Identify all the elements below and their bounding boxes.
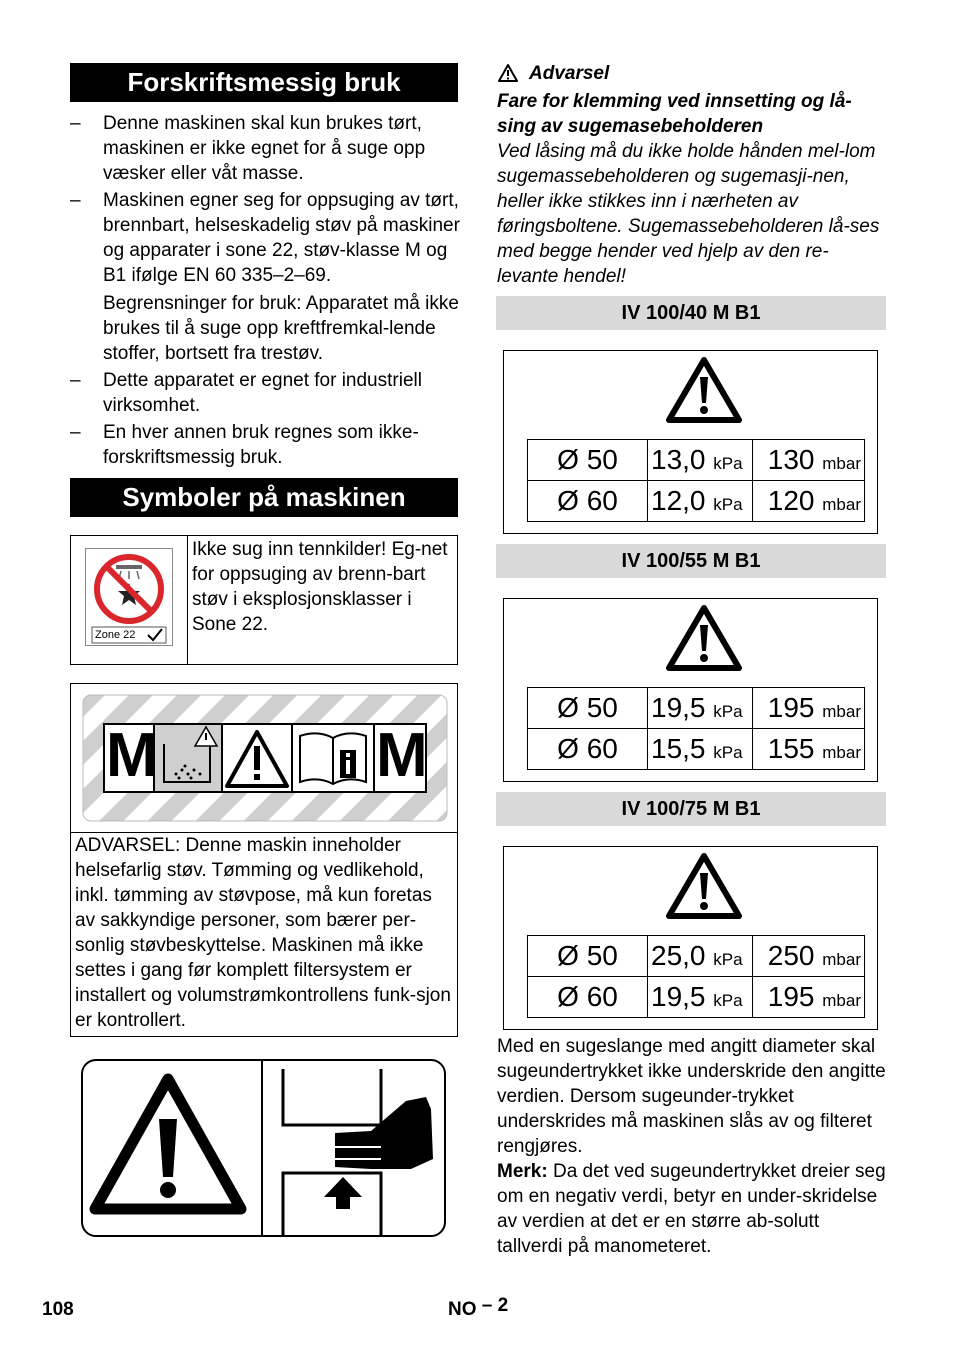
warning-heading: Fare for klemming ved innsetting og lå-sing av sugemasebeholderen (497, 91, 852, 137)
warning-triangle-icon (664, 851, 744, 921)
pressure-box (503, 350, 878, 534)
list-item-text: Denne maskinen skal kun brukes tørt, maskinen er ikke egnet for å suge opp væsker eller våt masse. (103, 113, 426, 184)
diameter-cell: Ø 50 (528, 440, 648, 481)
kpa-cell: 13,0 kPa (648, 440, 753, 481)
kpa-cell: 12,0 kPa (648, 481, 753, 522)
table-row (528, 936, 865, 977)
warning-title: Advarsel (529, 63, 610, 84)
note-label: Merk: (497, 1161, 548, 1182)
section-heading-forskriftsmessig: Forskriftsmessig bruk (70, 63, 458, 102)
class-m-letter-left: M (106, 721, 158, 790)
info-paragraph: Med en sugeslange med angitt diameter skal sugeundertrykket ikke underskride den angitte verdien. Dersom sugeunder-trykket underskrides må maskinen slås av og filteret rengjøres. (497, 1036, 886, 1157)
model-header: IV 100/40 M B1 (496, 296, 886, 330)
zone-description: Ikke sug inn tennkilder! Eg-net for oppsuging av brenn-bart støv i eksplosjonsklasser i Sone 22. (192, 539, 448, 635)
warning-triangle-icon (664, 355, 744, 425)
diameter-cell: Ø 60 (528, 729, 648, 770)
dust-class-label-box (70, 683, 458, 1037)
note-paragraph (497, 1159, 889, 1259)
mbar-cell: 250 mbar (753, 936, 865, 977)
kpa-cell: 19,5 kPa (648, 688, 753, 729)
pressure-box (503, 846, 878, 1030)
pressure-table (527, 935, 865, 1018)
mbar-cell: 195 mbar (753, 688, 865, 729)
pressure-table (527, 439, 865, 522)
warning-text: Ved låsing må du ikke holde hånden mel-lom sugemassebeholderen og sugemasji-nen, heller ikke stikkes inn i nærheten av føringsboltene. Sugemassebeholderen lå-ses med begge hender ved hjelp av den re-levante hendel! (497, 141, 880, 287)
model-header: IV 100/75 M B1 (496, 792, 886, 826)
diameter-cell: Ø 50 (528, 688, 648, 729)
mbar-cell: 130 mbar (753, 440, 865, 481)
table-row (528, 481, 865, 522)
list-item-text: Maskinen egner seg for oppsuging av tørt, brennbart, helseskadelig støv på maskiner og apparater i sone 22, støv-klasse M og B1 ifølge EN 60 335–2–69. (103, 190, 460, 286)
diameter-cell: Ø 50 (528, 936, 648, 977)
language-code: NO – 2 (448, 1295, 509, 1320)
class-m-letter-right: M (376, 721, 428, 790)
diameter-cell: Ø 60 (528, 977, 648, 1018)
model-header: IV 100/55 M B1 (496, 544, 886, 578)
note-text: Da det ved sugeundertrykket dreier seg om en negativ verdi, betyr en under-skridelse av verdien at det er en større ab-solutt tallverdi på manometeret. (497, 1161, 886, 1257)
table-row (528, 688, 865, 729)
zone-symbol-box (70, 535, 458, 665)
section-heading-symboler: Symboler på maskinen (70, 478, 458, 517)
zone-label: Zone 22 (95, 629, 136, 641)
pinch-warning-label (81, 1059, 446, 1237)
kpa-cell: 19,5 kPa (648, 977, 753, 1018)
list-item-text: Dette apparatet er egnet for industriell virksomhet. (103, 370, 422, 416)
warning-icon (497, 63, 519, 83)
mbar-cell: 120 mbar (753, 481, 865, 522)
table-row (528, 729, 865, 770)
checkmark-icon (146, 627, 164, 643)
table-row (528, 440, 865, 481)
kpa-cell: 15,5 kPa (648, 729, 753, 770)
list-item-text: Begrensninger for bruk: Apparatet må ikke brukes til å suge opp kreftfremkal-lende stoffer, bortsett fra trestøv. (103, 293, 459, 364)
pressure-box (503, 598, 878, 782)
page-number: 108 (42, 1299, 74, 1320)
warning-triangle-icon (664, 603, 744, 673)
kpa-cell: 25,0 kPa (648, 936, 753, 977)
pressure-table (527, 687, 865, 770)
zone-22-sign (85, 548, 173, 646)
mbar-cell: 155 mbar (753, 729, 865, 770)
diameter-cell: Ø 60 (528, 481, 648, 522)
table-row (528, 977, 865, 1018)
advarsel-text: ADVARSEL: Denne maskin inneholder helsefarlig støv. Tømming og vedlikehold, inkl. tømming av støvpose, må kun foretas av sakkyndige personer, som bærer per-sonlig støvbeskyttelse. Maskinen må ikke settes i gang før komplett filtersystem er installert og volumstrømkontrollens funk-sjon er kontrollert. (75, 835, 451, 1031)
list-item-text: En hver annen bruk regnes som ikke-forskriftsmessig bruk. (103, 422, 419, 468)
mbar-cell: 195 mbar (753, 977, 865, 1018)
